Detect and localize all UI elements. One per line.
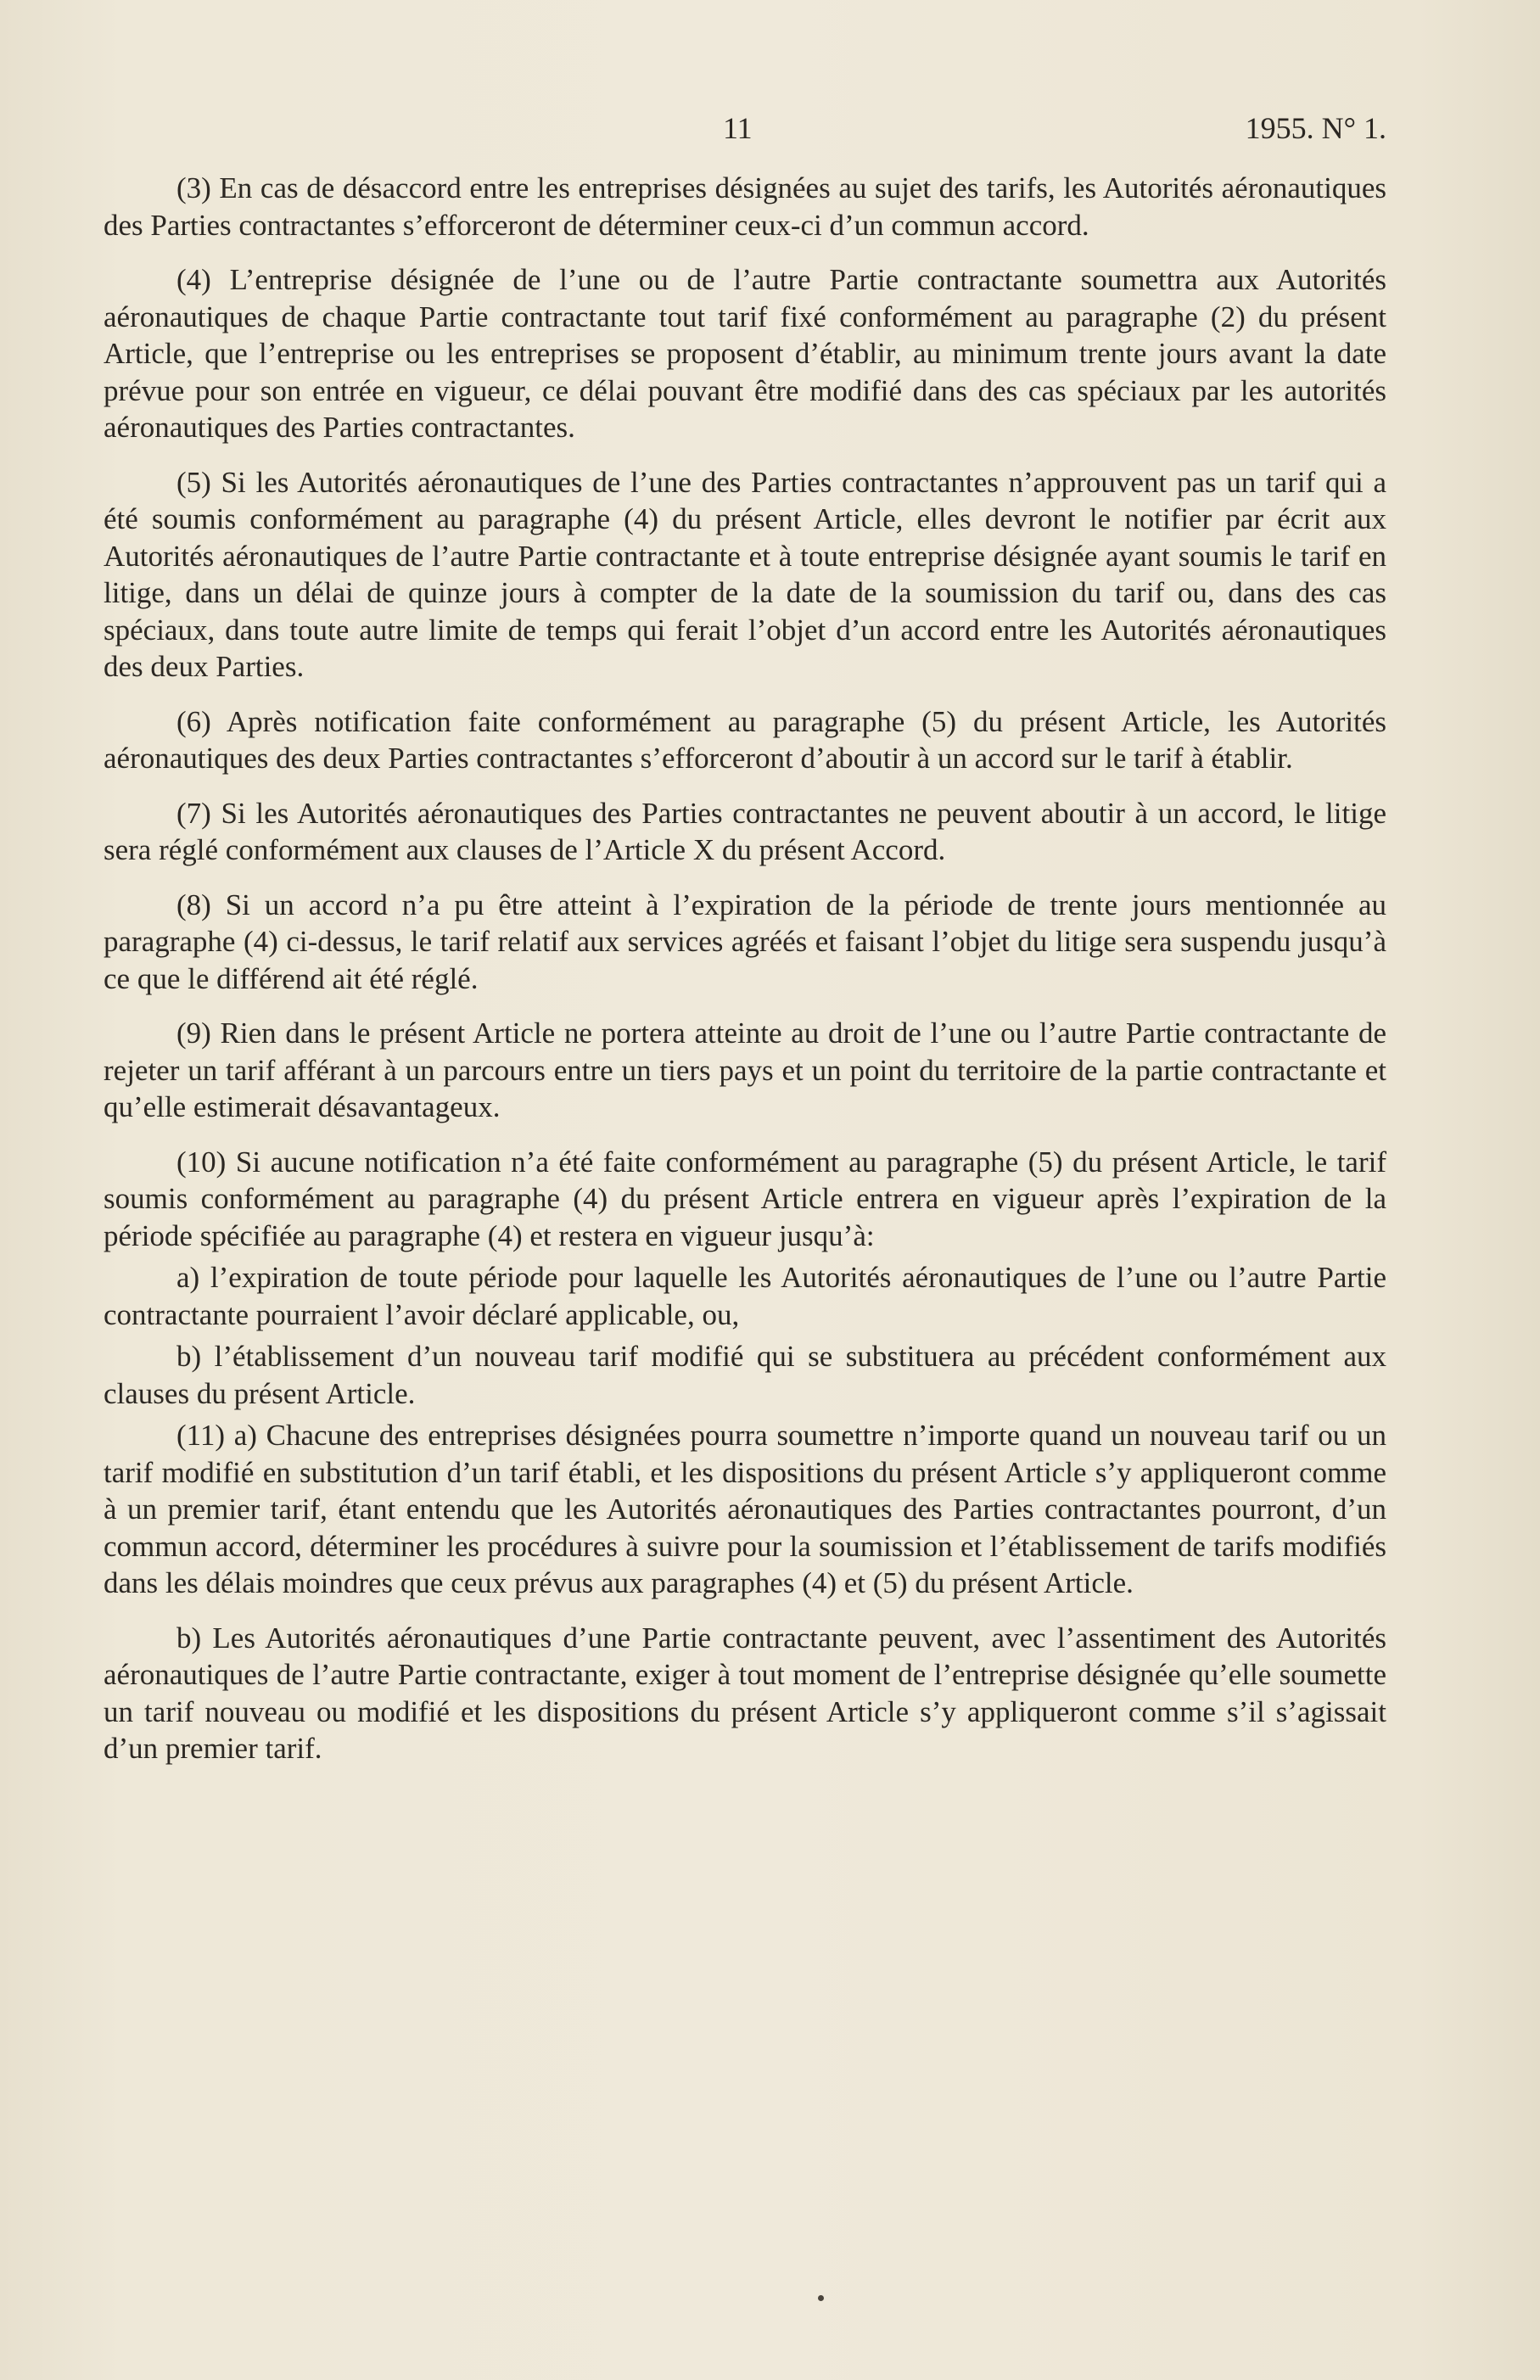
page-text — [104, 102, 1386, 1785]
paragraph-10-item-b: b) l’établissement d’un nouveau tarif modifié qui se substituera au précédent conformément aux clauses du présent Article. — [104, 1340, 1386, 1410]
paragraph-10: (10) Si aucune notification n’a été faite conformément au paragraphe (5) du présent Article, le tarif soumis conformément au paragraphe (4) du présent Article entrera en vigueur après l’expiration de la période spécifiée au paragraphe (4) et restera en vigueur jusqu’à: — [104, 1145, 1386, 1252]
paragraph-10-item-a: a) l’expiration de toute période pour laquelle les Autorités aéronautiques de l’une ou l’autre Partie contractante pourraient l’avoir déclaré applicable, ou, — [104, 1261, 1386, 1331]
paragraph-9: (9) Rien dans le présent Article ne portera atteinte au droit de l’une ou l’autre Partie contractante de rejeter un tarif afférant à un parcours entre un tiers pays et un point du territoire de la partie contractante et qu’elle estimerait désavantageux. — [104, 1016, 1386, 1123]
paragraph-3: (3) En cas de désaccord entre les entreprises désignées au sujet des tarifs, les Autorités aéronautiques des Parties contractantes s’efforceront de déterminer ceux-ci d’un commun accord. — [104, 171, 1386, 242]
paragraph-7: (7) Si les Autorités aéronautiques des Parties contractantes ne peuvent aboutir à un accord, le litige sera réglé conformément aux clauses de l’Article X du présent Accord. — [104, 796, 1386, 866]
paragraph-6: (6) Après notification faite conformément au paragraphe (5) du présent Article, les Autorités aéronautiques des deux Parties contractantes s’efforceront d’aboutir à un accord sur le tarif à établir. — [104, 704, 1386, 775]
paragraph-5: (5) Si les Autorités aéronautiques de l’une des Parties contractantes n’approuvent pas un tarif qui a été soumis conformément au paragraphe (4) du présent Article, elles devront le notifier par écrit aux Autorités aéronautiques de l’autre Partie contractante et à toute entreprise désignée ayant soumis le tarif en litige, dans un délai de quinze jours à compter de la date de la soumission du tarif ou, dans des cas spéciaux, dans toute autre limite de temps qui ferait l’objet d’un accord entre les Autorités aéronautiques des deux Parties. — [104, 465, 1386, 683]
paragraph-8: (8) Si un accord n’a pu être atteint à l’expiration de la période de trente jours mentionnée au paragraphe (4) ci-dessus, le tarif relatif aux services agréés et faisant l’objet du litige sera suspendu jusqu’à ce que le différend ait été réglé. — [104, 888, 1386, 995]
paragraph-11-b: b) Les Autorités aéronautiques d’une Partie contractante peuvent, avec l’assentiment des Autorités aéronautiques de l’autre Partie contractante, exiger à tout moment de l’entreprise désignée qu’elle soumette un tarif nouveau ou modifié et les dispositions du présent Article s’y appliqueront comme s’il s’agissait d’un premier tarif. — [104, 1621, 1386, 1765]
page-number: 11 — [723, 111, 753, 145]
issue-reference: 1955. N° 1. — [1245, 111, 1386, 145]
page-header — [104, 102, 1386, 170]
paragraph-4: (4) L’entreprise désignée de l’une ou de l’autre Partie contractante soumettra aux Autorités aéronautiques de chaque Partie contractante tout tarif fixé conformément au paragraphe (2) du présent Article, que l’entreprise ou les entreprises se proposent d’établir, au minimum trente jours avant la date prévue pour son entrée en vigueur, ce délai pouvant être modifié dans des cas spéciaux par les autorités aéronautiques des Parties contractantes. — [104, 263, 1386, 444]
paragraph-11-a: (11) a) Chacune des entreprises désignées pourra soumettre n’importe quand un nouveau tarif ou un tarif modifié en substitution d’un tarif établi, et les dispositions du présent Article s’y appliqueront comme à un premier tarif, étant entendu que les Autorités aéronautiques des Parties contractantes pourront, d’un commun accord, déterminer les procédures à suivre pour la soumission et l’établissement de tarifs modifiés dans les délais moindres que ceux prévus aux paragraphes (4) et (5) du présent Article. — [104, 1419, 1386, 1599]
ink-dot — [818, 2295, 824, 2301]
